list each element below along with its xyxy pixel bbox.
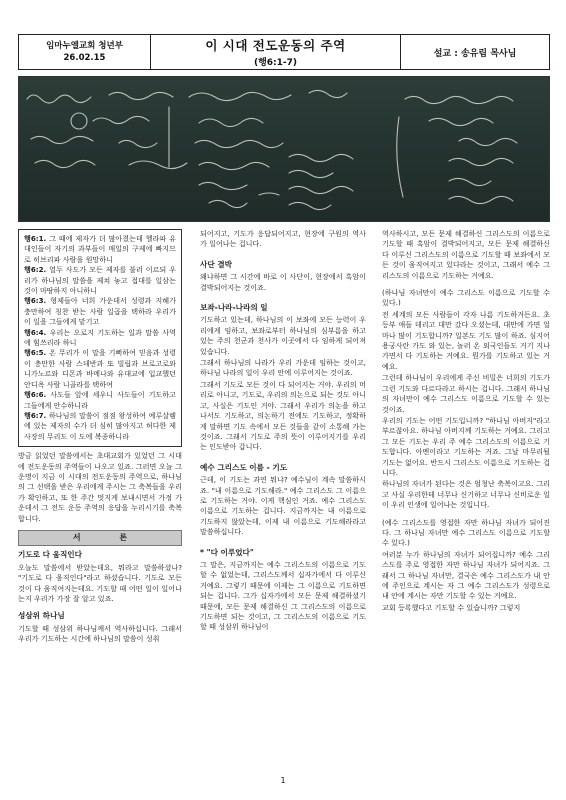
paragraph: 전 세계의 모든 사람들이 각자 나름 기도하거든요. 초등부 애들 데리고 대만 갔다 오셨는데, 대만에 가면 얼마나 많이 기도합니까? 일본도 기도 많이 하죠. 심지어 용궁사란 가도 와 있는, 놀러 온 외국인들도 거기 지나가면서 다 기도하는 거예요. 뭔가를 기도하고 있는 거예요.	[382, 309, 550, 371]
paragraph: 하나님의 자녀가 된다는 것은 엄청난 축복이고요. 그리고 사실 우리한테 너무나 신기하고 너무나 신비로운 일이 우리 인생에 일어나는 것입니다.	[382, 479, 550, 510]
sermon-title: 이 시대 전도운동의 주역	[205, 38, 346, 53]
verse-number: 행6:1.	[24, 234, 47, 243]
verse	[24, 265, 176, 296]
verse-number: 행6:5.	[24, 348, 47, 358]
verse	[24, 234, 176, 265]
church-name: 임마누엘교회 청년부	[46, 41, 123, 51]
section-heading: 서 론	[18, 530, 182, 546]
spacer	[200, 539, 366, 548]
paragraph: 왜냐하면 그 시간에 바로 이 사단이, 현장에서 흑암이 결박되어지는 것이죠.	[200, 272, 366, 292]
paragraph: 교회 등록했다고 기도할 수 있습니까? 그렇지	[382, 602, 521, 612]
header	[18, 34, 550, 70]
spacer	[200, 454, 366, 463]
paragraph: 우리의 기도는 어떤 기도입니까? "하나님 아버지"라고 부르잖아요. 하나님 아버지께 기도하는 거예요. 그리고 그 모든 기도는 우리 주 예수 그리스도의 이름으로 기도합니다. 아멘이라고 기도하는 거죠. 그날 마무리될 기도는 없어요. 반드시 그리스도 이름으로 기도하는 겁니다.	[382, 415, 550, 477]
verse	[24, 390, 176, 411]
verse-text: 열두 사도가 모든 제자를 불러 이르되 우리가 하나님의 말씀을 제쳐 놓고 접대를 일삼는 것이 마땅하지 아니하니	[24, 265, 176, 296]
verse-number: 행6:7.	[24, 410, 47, 420]
paragraph: 되어지고, 기도가 응답되어지고, 현장에 구원의 역사가 일어나는 겁니다.	[200, 229, 366, 249]
verse-text: 사도들 앞에 세우니 사도들이 기도하고 그들에게 안수하니라	[24, 390, 176, 410]
chalkboard-illustration	[19, 77, 550, 222]
paragraph: 그래서 하나님의 나라가 우리 가운데 임하는 것이고, 하나님 나라의 일이 우리 안에 이루어지는 것이죠.	[200, 358, 366, 378]
spacer	[200, 251, 366, 260]
scripture-box	[18, 229, 182, 447]
spacer	[200, 294, 366, 303]
verse-number: 행6:4.	[24, 327, 47, 337]
page-number: 1	[280, 776, 286, 785]
sermon-title-box	[151, 35, 401, 69]
church-info	[19, 35, 151, 69]
verse-number: 행6:3.	[24, 296, 47, 306]
verse-text: 그 때에 제자가 더 많아졌는데 헬라파 유대인들이 자기의 과부들이 매일의 구제에 빠지므로 히브리파 사람을 원망하니	[24, 234, 176, 264]
verse-number: 행6:6.	[24, 390, 47, 400]
paragraph: 기도할 때 성삼위 하나님께서 역사하십니다. 그래서 우리가 기도하는 시간에 하나님의 말씀이 성취	[18, 623, 182, 644]
paragraph: 여러분 누가 하나님의 자녀가 되어집니까? 예수 그리스도를 주로 영접한 자만 하나님 자녀가 되어지죠. 그래서 그 하나님 자녀만, 결국은 예수 그리스도가 내 안에 주인으로 계시는 자 그 예수 그리스도가 성령으로 내 안에 계시는 자만 기도할 수 있는 거예요.	[382, 549, 550, 601]
verse-number: 행6:2.	[24, 265, 47, 275]
subheading: 기도로 다 움직인다	[18, 550, 82, 560]
chalkboard-photo	[18, 76, 550, 222]
subheading: 예수 그리스도 이름 - 기도	[200, 462, 288, 472]
verse	[24, 328, 176, 349]
subheading: * "다 이루었다"	[200, 547, 254, 557]
subheading: 보좌-나라-나라의 일	[200, 303, 268, 313]
column-2	[200, 229, 366, 634]
paragraph: 그래서 기도로 모든 것이 다 되어지는 거야. 우리의 머리로 아니고, 기도로, 우리의 의논으로 되는 것도 아니고, 사실은 기도인 거야. 그래서 우리가 의논을 하고 나서도 기도하고, 의논하기 전에도 기도하고, 정확하게 말하면 기도 속에서 모든 것들을 같이 소통해 가는 것이죠. 그래서 기도로 주의 뜻이 이루어지기를 우리는 인도받아 갑니다.	[200, 379, 366, 452]
paragraph: 그런데 하나님이 우리에게 주신 비밀은 너희의 기도가 그런 기도와 다르다라고 하시는 겁니다. 그래서 하나님의 자녀만이 예수 그리스도 이름으로 기도할 수 있는 것이죠.	[382, 373, 550, 414]
verse-text: 온 무리가 이 말을 기뻐하여 믿음과 성령이 충만한 사람 스데반과 또 빌립과 브로고로와 니가노르와 디몬과 바메나와 유대교에 입교했던 안디옥 사람 니골라를 택하여	[24, 348, 176, 389]
paragraph: 오늘도 말씀에서 받았는데요, 뭐라고 말씀하셨나? "기도로 다 움직인다"라고 하셨습니다. 기도로 모든 것이 다 움직여지는데요. 기도할 때 어떤 일이 일어나는지 우리가 가장 잘 알고 있죠.	[18, 562, 182, 603]
subheading: 사단 결박	[200, 259, 232, 269]
verse-text: 형제들아 너희 가운데서 성령과 지혜가 충만하여 칭찬 받는 사람 일곱을 택하라 우리가 이 일을 그들에게 맡기고	[24, 296, 176, 327]
paragraph: 그 말은, 지금까지는 예수 그리스도의 이름으로 기도할 수 없었는데, 그리스도께서 십자가에서 다 이루신 거예요. 그렇기 때문에 이제는 그 이름으로 기도하면 되는 겁니다. 그가 십자가에서 모든 문제 해결하셨기 때문에, 모든 문제 해결하신 그 그리스도의 이름으로 기도하면 되는 것이고, 그 그리스도의 이름으로 기도할 때 성삼위 하나님이	[200, 559, 366, 632]
subheading: 성삼위 하나님	[18, 611, 65, 621]
verse	[24, 348, 176, 390]
verse-text: 하나님의 말씀이 점점 왕성하여 예루살렘에 있는 제자의 수가 더 심히 많아지고 허다한 제사장의 무리도 이 도에 복종하니라	[24, 410, 176, 441]
paragraph: 역사하시고, 모든 문제 해결하신 그리스도의 이름으로 기도할 때 흑암이 결박되어지고, 모든 문제 해결하신 다 이루신 그리스도의 이름으로 기도할 때 보좌에서 모든 것이 움직여지고 있다라는 것이고, 그래서 예수 그리스도의 이름으로 기도하는 거예요.	[382, 229, 550, 280]
paragraph: 기도하고 있는데, 하나님의 이 보좌에 모든 능력이 우리에게 임하고, 보좌로부터 하나님의 심부름을 하고 있는 주의 천군과 천사가 이곳에서 다 임하게 되어져 있습니다.	[200, 315, 366, 356]
paragraph: (예수 그리스도를 영접한 자만 하나님 자녀가 되어진다. 그 하나님 자녀만 예수 그리스도 이름으로 기도할 수 있다.)	[382, 517, 550, 548]
preacher: 설교 : 송유림 목사님	[433, 48, 517, 59]
scripture-reference: (행6:1-7)	[253, 58, 298, 68]
column-1	[18, 229, 182, 646]
verse	[24, 411, 176, 442]
verse-text: 우리는 오로지 기도하는 일과 말씀 사역에 힘쓰리라 하니	[24, 327, 176, 348]
intro-paragraph: 방금 읽었던 말씀에서는 초대교회가 있었던 그 시대에 전도운동의 주역들이 나오고 있죠. 그러면 오늘 그 운명이 지금 이 시대의 전도운동의 주역으로, 하나님의 그 선택을 받은 우리에게 주시는 그 축복들을 우리가 확인하고, 또 한 주간 멋지게 보내시면서 가정 가운데서 그 전도 운동 주역의 응답을 누리시기를 축복합니다.	[18, 451, 182, 523]
column-3	[382, 229, 550, 614]
date: 26.02.15	[63, 53, 106, 63]
paragraph: (하나님 자녀만이 예수 그리스도 이름으로 기도할 수 있다.)	[382, 288, 550, 308]
paragraph: 근데, 이 기도는 과연 뭐냐? 예수님이 계속 말씀하시죠. "내 이름으로 기도해라." 예수 그리스도 그 이름으로 기도하는 거야. 이게 핵심인 거죠. 예수 그리스도 이름으로 기도하는 겁니다. 지금까지는 내 이름으로 기도하지 않았는데, 이제 내 이름으로 기도해라라고 말씀하십니다.	[200, 475, 366, 537]
verse	[24, 296, 176, 327]
